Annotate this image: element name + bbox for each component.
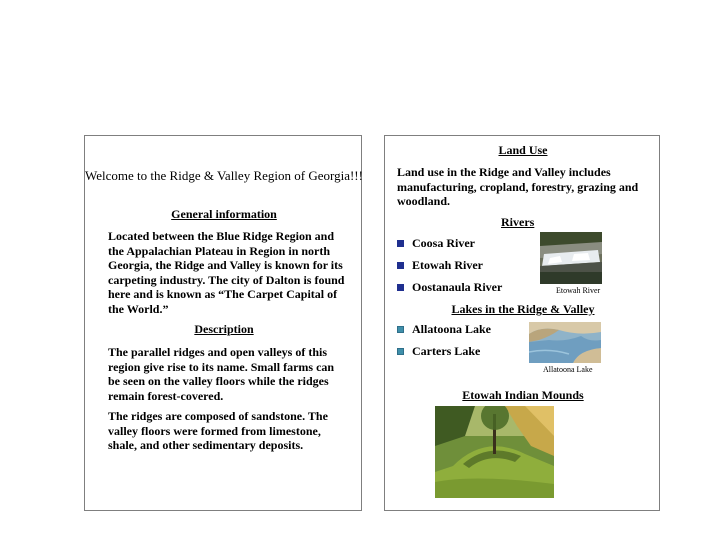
left-info-panel [84,135,362,511]
list-item-lake [397,344,480,359]
list-item-river [397,236,475,251]
river-name: Coosa River [412,236,475,251]
general-information-heading: General information [171,207,277,221]
right-info-panel [384,135,660,511]
square-bullet-icon [397,326,404,333]
lake-name: Carters Lake [412,344,481,359]
rivers-heading: Rivers [501,215,535,229]
lakes-heading: Lakes in the Ridge & Valley [451,302,595,316]
square-bullet-icon [397,240,404,247]
allatoona-lake-photo [529,322,601,363]
etowah-indian-mounds-photo [435,406,554,498]
description-heading: Description [194,322,254,336]
list-item-river [397,280,502,295]
river-name: Etowah River [412,258,483,273]
river-name: Oostanaula River [412,280,503,295]
etowah-indian-mounds-heading: Etowah Indian Mounds [462,388,584,402]
rock-composition-text: The ridges are composed of sandstone. The valley floors were formed from limestone, shale, and other sedimentary deposits. [108,409,328,452]
list-item-river [397,258,483,273]
square-bullet-icon [397,284,404,291]
etowah-river-photo [540,232,602,284]
allatoona-lake-caption: Allatoona Lake [543,365,593,374]
etowah-river-caption: Etowah River [556,286,601,295]
general-information-text: Located between the Blue Ridge Region and the Appalachian Plateau in Region in north Georgia, the Ridge and Valley is known for its carpeting industry. The city of Dalton is found here and is known as “The Carpet Capital of the World.” [108,229,345,316]
land-use-text: Land use in the Ridge and Valley includes manufacturing, cropland, forestry, grazing and woodland. [397,165,639,208]
description-text: The parallel ridges and open valleys of this region give rise to its name. Small farms can be seen on the valley floors while the ridges remain forest-covered. [108,345,335,403]
list-item-lake [397,322,491,337]
square-bullet-icon [397,262,404,269]
welcome-title: Welcome to the Ridge & Valley Region of Georgia!!! [85,168,363,183]
square-bullet-icon [397,348,404,355]
lake-name: Allatoona Lake [412,322,492,337]
land-use-heading: Land Use [498,143,548,157]
